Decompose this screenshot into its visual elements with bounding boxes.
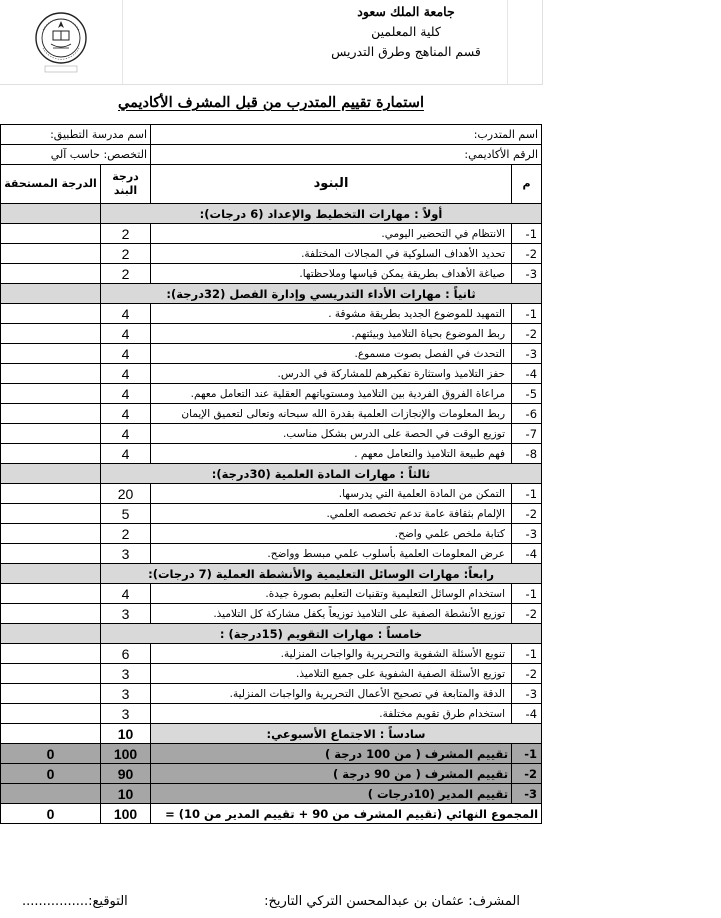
item-text: التمكن من المادة العلمية التي يدرسها. (151, 484, 512, 504)
item-index: 4- (512, 364, 542, 384)
item-index: 8- (512, 444, 542, 464)
item-index: 1- (512, 584, 542, 604)
item-earned-grade-field[interactable] (1, 584, 101, 604)
item-text: فهم طبيعة التلاميذ والتعامل معهم . (151, 444, 512, 464)
summary-index: 3- (512, 784, 542, 804)
item-index: 2- (512, 604, 542, 624)
item-row (1, 604, 542, 624)
summary-grade: 100 (101, 744, 151, 764)
item-index: 5- (512, 384, 542, 404)
final-total-earned: 0 (1, 804, 101, 824)
specialization-label: التخصص: حاسب آلي (1, 145, 151, 165)
weekly-meeting-title: سادساً : الاجتماع الأسبوعي: (151, 724, 542, 744)
item-row (1, 424, 542, 444)
item-index: 1- (512, 484, 542, 504)
item-earned-grade-field[interactable] (1, 604, 101, 624)
item-earned-grade-field[interactable] (1, 544, 101, 564)
item-grade: 4 (101, 364, 151, 384)
item-text: عرض المعلومات العلمية بأسلوب علمي مبسط وواضح. (151, 544, 512, 564)
item-earned-grade-field[interactable] (1, 484, 101, 504)
item-grade: 4 (101, 384, 151, 404)
item-text: الدقة والمتابعة في تصحيح الأعمال التحريرية والواجبات المنزلية. (151, 684, 512, 704)
item-row (1, 364, 542, 384)
item-earned-grade-field[interactable] (1, 384, 101, 404)
evaluation-table (0, 124, 542, 824)
section-title: ثانياً : مهارات الأداء التدريسي وإدارة الفصل (32درجة): (101, 284, 542, 304)
item-index: 6- (512, 404, 542, 424)
item-text: التحدث في الفصل بصوت مسموع. (151, 344, 512, 364)
item-earned-grade-field[interactable] (1, 444, 101, 464)
item-text: مراعاة الفروق الفردية بين التلاميذ ومستوياتهم العقلية عند التعامل معهم. (151, 384, 512, 404)
form-title: استمارة تقييم المتدرب من قبل المشرف الأكاديمي (118, 94, 424, 111)
item-text: الإلمام بثقافة عامة تدعم تخصصه العلمي. (151, 504, 512, 524)
item-text: توزيع الأسئلة الصفية الشفوية على جميع التلاميذ. (151, 664, 512, 684)
item-text: استخدام طرق تقويم مختلفة. (151, 704, 512, 724)
item-index: 2- (512, 244, 542, 264)
section-header-row (1, 624, 542, 644)
item-text: توزيع الوقت في الحصة على الدرس بشكل مناسب. (151, 424, 512, 444)
weekly-meeting-grade: 10 (101, 724, 151, 744)
item-grade: 3 (101, 544, 151, 564)
item-row (1, 344, 542, 364)
item-grade: 3 (101, 664, 151, 684)
section-title: رابعاً: مهارات الوسائل التعليمية والأنشطة العملية (7 درجات): (101, 564, 542, 584)
item-index: 3- (512, 684, 542, 704)
summary-grade: 10 (101, 784, 151, 804)
item-text: ربط الموضوع بحياة التلاميذ وبيئتهم. (151, 324, 512, 344)
school-name-label: اسم مدرسة التطبيق: (1, 125, 151, 145)
item-row (1, 684, 542, 704)
letterhead (0, 0, 543, 85)
item-row (1, 444, 542, 464)
item-row (1, 704, 542, 724)
section-header-row (1, 204, 542, 224)
item-index: 3- (512, 344, 542, 364)
item-earned-grade-field[interactable] (1, 364, 101, 384)
item-index: 2- (512, 324, 542, 344)
university-heading (306, 2, 506, 62)
item-grade: 2 (101, 224, 151, 244)
item-grade: 4 (101, 304, 151, 324)
college-name: كلية المعلمين (371, 24, 441, 39)
item-text: كتابة ملخص علمي واضح. (151, 524, 512, 544)
item-text: حفز التلاميذ واستثارة تفكيرهم للمشاركة في الدرس. (151, 364, 512, 384)
item-row (1, 544, 542, 564)
weekly-meeting-row (1, 724, 542, 744)
item-earned-grade-field[interactable] (1, 304, 101, 324)
summary-earned: 0 (1, 764, 101, 784)
section-title: خامساً : مهارات التقويم (15درجة) : (101, 624, 542, 644)
item-grade: 20 (101, 484, 151, 504)
item-text: ربط المعلومات والإنجازات العلمية بقدرة الله سبحانه وتعالى لتعميق الإيمان (151, 404, 512, 424)
department-name: قسم المناهج وطرق التدريس (331, 44, 481, 59)
item-index: 4- (512, 704, 542, 724)
item-row (1, 644, 542, 664)
item-text: استخدام الوسائل التعليمية وتقنيات التعليم بصورة جيدة. (151, 584, 512, 604)
item-earned-grade-field[interactable] (1, 524, 101, 544)
item-earned-grade-field[interactable] (1, 704, 101, 724)
item-grade: 3 (101, 684, 151, 704)
summary-index: 2- (512, 764, 542, 784)
final-total-row (1, 804, 542, 824)
summary-label: تقييم المشرف ( من 100 درجة ) (151, 744, 512, 764)
item-text: التمهيد للموضوع الجديد بطريقة مشوقة . (151, 304, 512, 324)
info-row-2 (1, 145, 542, 165)
item-index: 1- (512, 644, 542, 664)
summary-label: تقييم المدير (10درجات ) (151, 784, 512, 804)
column-header-row (1, 165, 542, 204)
item-grade: 4 (101, 404, 151, 424)
trainee-name-label: اسم المتدرب: (151, 125, 542, 145)
item-grade: 5 (101, 504, 151, 524)
item-index: 2- (512, 504, 542, 524)
item-text: توزيع الأنشطة الصفية على التلاميذ توزيعاً يكفل مشاركة كل التلاميذ. (151, 604, 512, 624)
item-grade: 4 (101, 424, 151, 444)
section-header-row (1, 564, 542, 584)
item-row (1, 224, 542, 244)
summary-row (1, 764, 542, 784)
academic-number-label: الرقم الأكاديمي: (151, 145, 542, 165)
section-earned-cell (1, 464, 101, 484)
column-header-item-grade: درجة البند (101, 165, 151, 204)
section-earned-cell (1, 284, 101, 304)
item-grade: 2 (101, 244, 151, 264)
summary-index: 1- (512, 744, 542, 764)
summary-row (1, 744, 542, 764)
item-index: 7- (512, 424, 542, 444)
item-index: 1- (512, 224, 542, 244)
item-index: 1- (512, 304, 542, 324)
item-earned-grade-field[interactable] (1, 504, 101, 524)
item-row (1, 304, 542, 324)
university-name: جامعة الملك سعود (357, 4, 455, 19)
item-index: 2- (512, 664, 542, 684)
item-earned-grade-field[interactable] (1, 344, 101, 364)
item-grade: 6 (101, 644, 151, 664)
item-earned-grade-field[interactable] (1, 244, 101, 264)
info-row-1 (1, 125, 542, 145)
final-total-grade: 100 (101, 804, 151, 824)
item-index: 3- (512, 264, 542, 284)
item-earned-grade-field[interactable] (1, 264, 101, 284)
signature-line: التوقيع:................ (22, 894, 128, 909)
item-row (1, 584, 542, 604)
item-row (1, 524, 542, 544)
column-header-index: م (512, 165, 542, 204)
university-logo-icon (33, 4, 89, 78)
item-row (1, 484, 542, 504)
item-earned-grade-field[interactable] (1, 684, 101, 704)
item-text: الانتظام في التحضير اليومي. (151, 224, 512, 244)
signature-footer (0, 864, 542, 918)
column-header-earned-grade: الدرجة المستحقة (1, 165, 101, 204)
section-earned-cell (1, 564, 101, 584)
item-row (1, 244, 542, 264)
item-row (1, 384, 542, 404)
section-earned-cell (1, 624, 101, 644)
item-earned-grade-field[interactable] (1, 424, 101, 444)
item-grade: 4 (101, 344, 151, 364)
section-title: ثالثاً : مهارات المادة العلمية (30درجة): (101, 464, 542, 484)
item-grade: 2 (101, 524, 151, 544)
section-header-row (1, 464, 542, 484)
item-earned-grade-field[interactable] (1, 324, 101, 344)
summary-earned: 0 (1, 744, 101, 764)
item-row (1, 504, 542, 524)
section-title: أولاً : مهارات التخطيط والإعداد (6 درجات): (101, 204, 542, 224)
item-text: تحديد الأهداف السلوكية في المجالات المختلفة. (151, 244, 512, 264)
column-header-items: البنود (151, 165, 512, 204)
final-total-label: المجموع النهائي (تقييم المشرف من 90 + تقييم المدير من 10) = (151, 804, 542, 824)
section-earned-cell (1, 204, 101, 224)
item-grade: 2 (101, 264, 151, 284)
item-grade: 4 (101, 444, 151, 464)
item-row (1, 404, 542, 424)
item-text: تنويع الأسئلة الشفوية والتحريرية والواجبات المنزلية. (151, 644, 512, 664)
item-earned-grade-field[interactable] (1, 664, 101, 684)
item-index: 3- (512, 524, 542, 544)
item-earned-grade-field[interactable] (1, 644, 101, 664)
item-grade: 4 (101, 324, 151, 344)
item-earned-grade-field[interactable] (1, 224, 101, 244)
summary-label: تقييم المشرف ( من 90 درجة ) (151, 764, 512, 784)
item-index: 4- (512, 544, 542, 564)
item-text: صياغة الأهداف بطريقة يمكن قياسها وملاحظتها. (151, 264, 512, 284)
weekly-meeting-earned-field[interactable] (1, 724, 101, 744)
section-header-row (1, 284, 542, 304)
item-row (1, 664, 542, 684)
supervisor-line: المشرف: عثمان بن عبدالمحسن التركي التاريخ: (264, 894, 520, 909)
summary-grade: 90 (101, 764, 151, 784)
item-grade: 3 (101, 704, 151, 724)
item-row (1, 264, 542, 284)
summary-earned (1, 784, 101, 804)
item-earned-grade-field[interactable] (1, 404, 101, 424)
item-grade: 3 (101, 604, 151, 624)
item-grade: 4 (101, 584, 151, 604)
summary-row (1, 784, 542, 804)
item-row (1, 324, 542, 344)
